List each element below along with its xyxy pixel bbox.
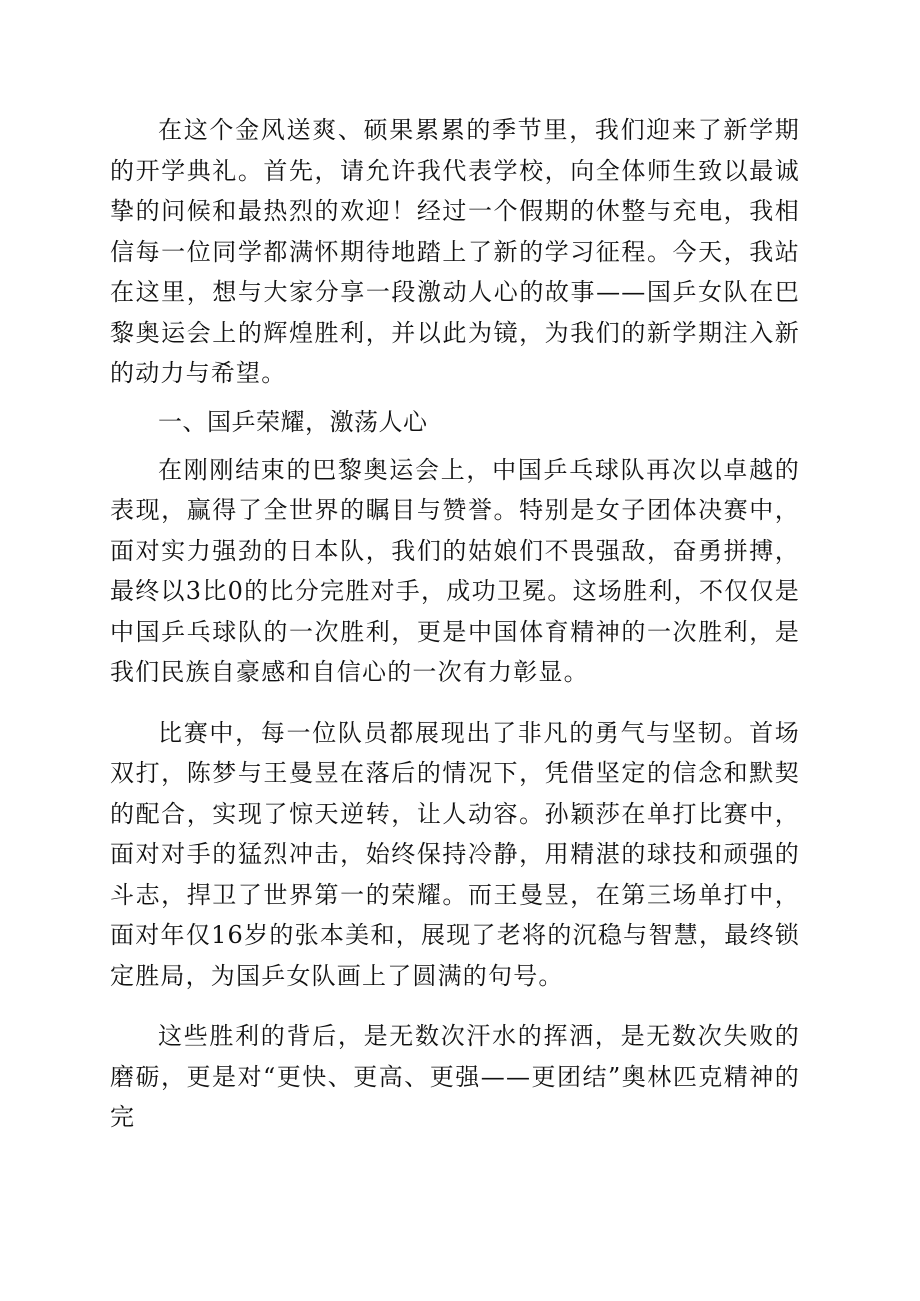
document-body	[110, 110, 800, 1158]
section-heading: 一、国乒荣耀，激荡人心	[158, 407, 428, 436]
intro-paragraph: 在这个金风送爽、硕果累累的季节里，我们迎来了新学期的开学典礼。首先，请允许我代表学校，向全体师生致以最诚挚的问候和最热烈的欢迎！经过一个假期的休整与充电，我相信每一位同学都满怀期待地踏上了新的学习征程。今天，我站在这里，想与大家分享一段激动人心的故事——国乒女队在巴黎奥运会上的辉煌胜利，并以此为镜，为我们的新学期注入新的动力与希望。	[110, 116, 800, 387]
body-paragraph-victory: 在刚刚结束的巴黎奥运会上，中国乒乓球队再次以卓越的表现，赢得了全世界的瞩目与赞誉。特别是女子团体决赛中，面对实力强劲的日本队，我们的姑娘们不畏强敌，奋勇拼搏，最终以3比0的比分完胜对手，成功卫冕。这场胜利，不仅仅是中国乒乓球队的一次胜利，更是中国体育精神的一次胜利，是我们民族自豪感和自信心的一次有力彰显。	[110, 455, 800, 686]
body-paragraph-spirit: 这些胜利的背后，是无数次汗水的挥洒，是无数次失败的磨砺，更是对“更快、更高、更强——更团结”奥林匹克精神的完	[110, 1022, 800, 1131]
body-paragraph-match: 比赛中，每一位队员都展现出了非凡的勇气与坚韧。首场双打，陈梦与王曼昱在落后的情况下，凭借坚定的信念和默契的配合，实现了惊天逆转，让人动容。孙颖莎在单打比赛中，面对对手的猛烈冲击，始终保持冷静，用精湛的球技和顽强的斗志，捍卫了世界第一的荣耀。而王曼昱，在第三场单打中，面对年仅16岁的张本美和，展现了老将的沉稳与智慧，最终锁定胜局，为国乒女队画上了圆满的句号。	[110, 718, 800, 990]
